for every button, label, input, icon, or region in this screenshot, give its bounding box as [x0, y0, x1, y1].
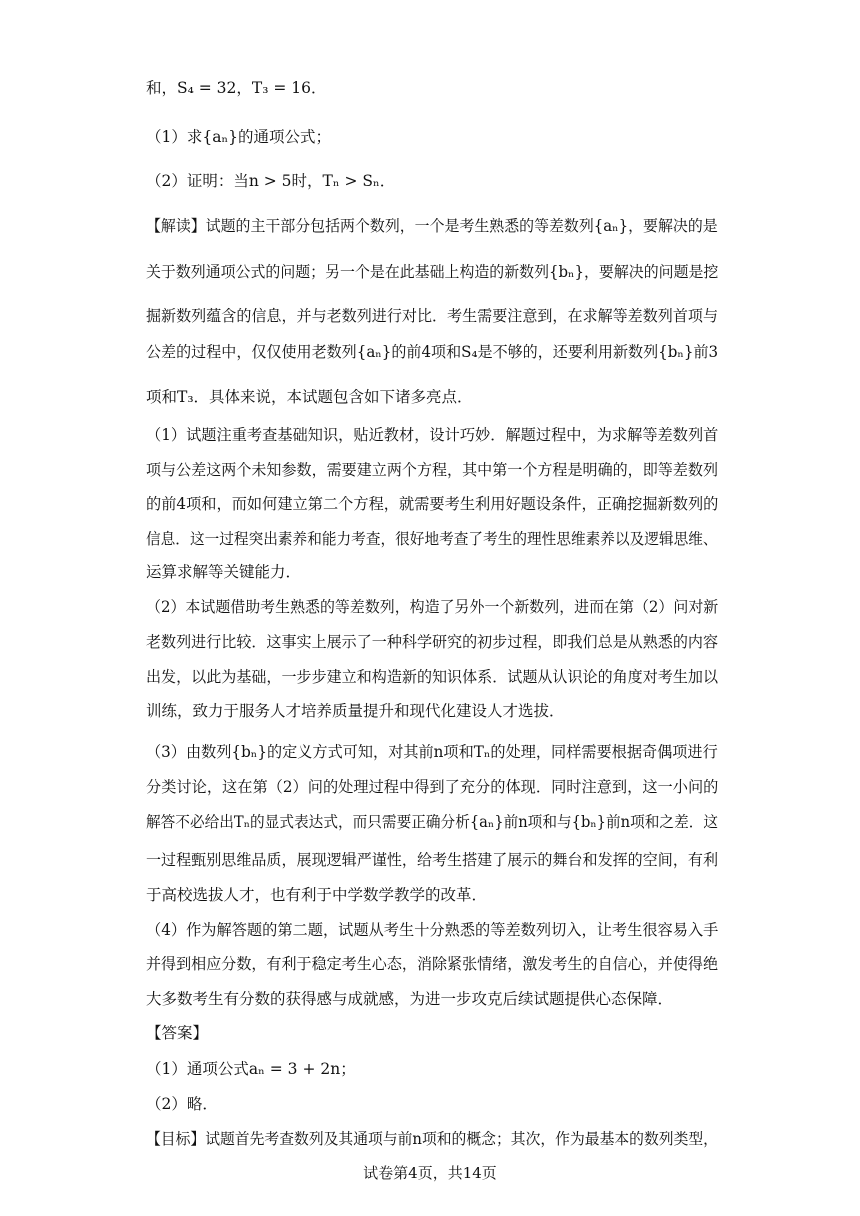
text-line: 于高校选拔人才，也有利于中学数学教学的改革．: [146, 886, 488, 904]
page-footer: 试卷第4页，共14页: [363, 1164, 497, 1182]
text-line: 项和T₃．具体来说，本试题包含如下诸多亮点．: [146, 388, 473, 406]
text-line: 训练，致力于服务人才培养质量提升和现代化建设人才选拔．: [146, 702, 565, 720]
text-line: 并得到相应分数，有利于稳定考生心态，消除紧张情绪，激发考生的自信心，并使得绝: [146, 955, 719, 973]
text-line: （4）作为解答题的第二题，试题从考生十分熟悉的等差数列切入，让考生很容易入手: [146, 921, 719, 939]
text-line: 和，S₄ = 32，T₃ = 16．: [146, 79, 327, 97]
text-line: 掘新数列蕴含的信息，并与老数列进行对比．考生需要注意到，在求解等差数列首项与: [146, 307, 719, 325]
text-line: 公差的过程中，仅仅使用老数列{aₙ}的前4项和S₄是不够的，还要利用新数列{bₙ}前3: [146, 343, 719, 361]
text-line: 【目标】试题首先考查数列及其通项与前n项和的概念；其次，作为最基本的数列类型，: [146, 1130, 718, 1148]
text-line: （3）由数列{bₙ}的定义方式可知，对其前n项和Tₙ的处理，同样需要根据奇偶项进行: [146, 743, 718, 761]
text-line: （2）证明：当n > 5时，Tₙ > Sₙ．: [146, 172, 396, 190]
text-line: 运算求解等关键能力．: [146, 563, 302, 581]
text-line: （1）通项公式aₙ = 3 + 2n；: [146, 1060, 356, 1078]
text-line: 出发，以此为基础，一步步建立和构造新的知识体系．试题从认识论的角度对考生加以: [146, 668, 719, 686]
text-line: 一过程甄别思维品质，展现逻辑严谨性，给考生搭建了展示的舞台和发挥的空间，有利: [146, 851, 719, 869]
text-line: 【解读】试题的主干部分包括两个数列，一个是考生熟悉的等差数列{aₙ}，要解决的是: [146, 217, 718, 235]
text-line: 解答不必给出Tₙ的显式表达式，而只需要正确分析{aₙ}前n项和与{bₙ}前n项和之差．这: [146, 813, 719, 831]
text-line: 大多数考生有分数的获得感与成就感，为进一步攻克后续试题提供心态保障．: [146, 990, 674, 1008]
text-line: （1）试题注重考查基础知识，贴近教材，设计巧妙．解题过程中，为求解等差数列首: [146, 426, 719, 444]
text-line: 分类讨论，这在第（2）问的处理过程中得到了充分的体现．同时注意到，这一小问的: [146, 778, 719, 796]
text-line: （2）略．: [146, 1095, 218, 1113]
text-line: 项与公差这两个未知参数，需要建立两个方程，其中第一个方程是明确的，即等差数列: [146, 461, 719, 479]
text-line: 老数列进行比较．这事实上展示了一种科学研究的初步过程，即我们总是从熟悉的内容: [146, 633, 719, 651]
text-line: （2）本试题借助考生熟悉的等差数列，构造了另外一个新数列，进而在第（2）问对新: [146, 598, 719, 616]
text-line: 关于数列通项公式的问题；另一个是在此基础上构造的新数列{bₙ}，要解决的问题是挖: [146, 263, 719, 281]
text-line: 信息．这一过程突出素养和能力考查，很好地考查了考生的理性思维素养以及逻辑思维、: [146, 530, 718, 548]
text-line: 【答案】: [146, 1024, 209, 1042]
text-line: （1）求{aₙ}的通项公式；: [146, 128, 332, 146]
text-line: 的前4项和，而如何建立第二个方程，就需要考生利用好题设条件，正确挖掘新数列的: [146, 495, 719, 513]
